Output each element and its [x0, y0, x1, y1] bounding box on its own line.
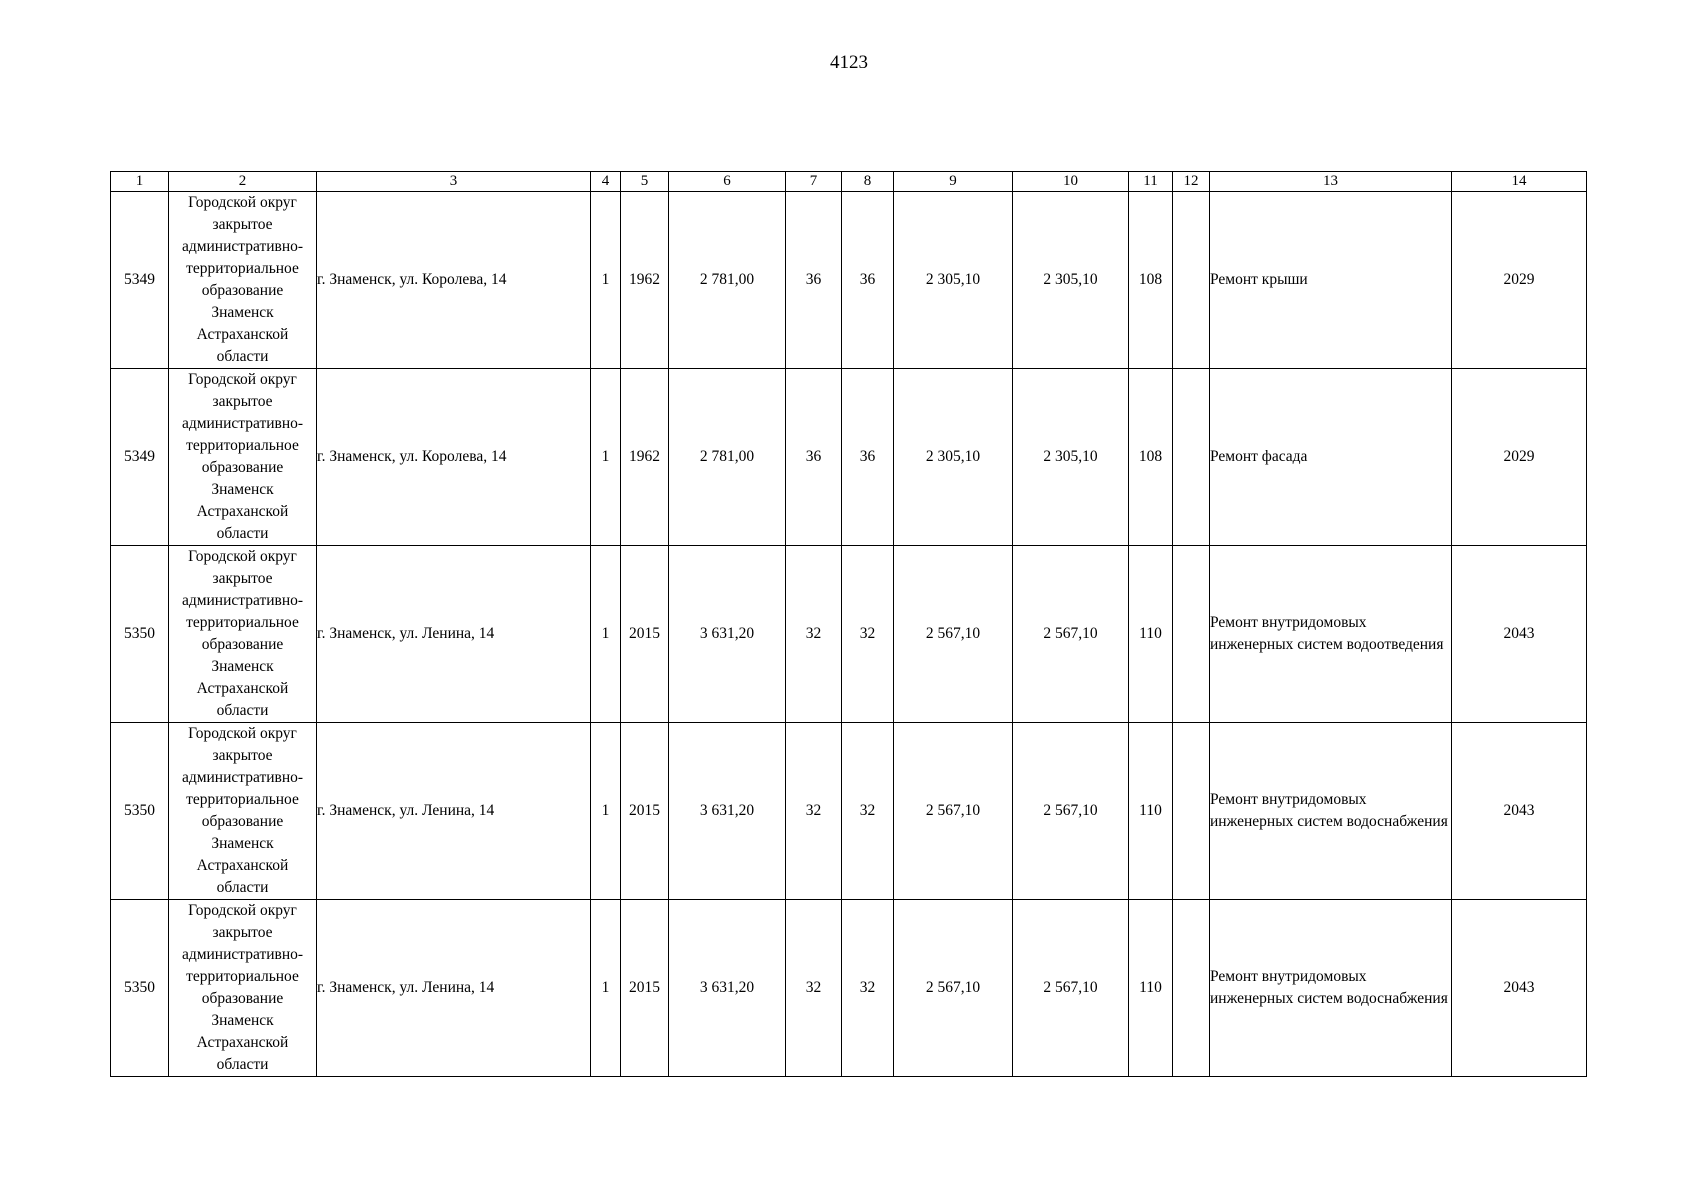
row-number-cell: 5350 [111, 546, 169, 723]
col10-cell: 2 567,10 [1013, 723, 1129, 900]
plan-year-cell: 2029 [1452, 192, 1587, 369]
col8-cell: 36 [842, 192, 894, 369]
col11-cell: 110 [1129, 900, 1173, 1077]
table-row [111, 723, 1587, 900]
column-header: 14 [1452, 172, 1587, 192]
municipality-cell: Городской округ закрытое административно-территориальное образование Знаменск Астраханской области [169, 900, 317, 1077]
year-cell: 1962 [621, 192, 669, 369]
column-header: 11 [1129, 172, 1173, 192]
column-header: 6 [669, 172, 786, 192]
page-number: 4123 [830, 52, 868, 73]
work-type-cell: Ремонт крыши [1210, 192, 1452, 369]
col10-cell: 2 305,10 [1013, 369, 1129, 546]
work-type-cell: Ремонт фасада [1210, 369, 1452, 546]
plan-year-cell: 2043 [1452, 723, 1587, 900]
col7-cell: 32 [786, 900, 842, 1077]
col7-cell: 32 [786, 546, 842, 723]
column-header: 9 [894, 172, 1013, 192]
repair-schedule-table [110, 171, 1587, 1077]
row-number-cell: 5350 [111, 900, 169, 1077]
column-header: 1 [111, 172, 169, 192]
area-cell: 2 781,00 [669, 369, 786, 546]
column-header: 13 [1210, 172, 1452, 192]
header-row [111, 172, 1587, 192]
col7-cell: 32 [786, 723, 842, 900]
year-cell: 2015 [621, 900, 669, 1077]
address-cell: г. Знаменск, ул. Королева, 14 [317, 192, 591, 369]
year-cell: 2015 [621, 723, 669, 900]
row-number-cell: 5349 [111, 192, 169, 369]
municipality-cell: Городской округ закрытое административно-территориальное образование Знаменск Астраханской области [169, 546, 317, 723]
work-type-cell: Ремонт внутридомовых инженерных систем водоснабжения [1210, 900, 1452, 1077]
municipality-cell: Городской округ закрытое административно-территориальное образование Знаменск Астраханской области [169, 369, 317, 546]
col4-cell: 1 [591, 723, 621, 900]
column-header: 10 [1013, 172, 1129, 192]
table-row [111, 546, 1587, 723]
area-cell: 2 781,00 [669, 192, 786, 369]
year-cell: 1962 [621, 369, 669, 546]
area-cell: 3 631,20 [669, 723, 786, 900]
col8-cell: 32 [842, 900, 894, 1077]
col10-cell: 2 567,10 [1013, 900, 1129, 1077]
col8-cell: 32 [842, 723, 894, 900]
address-cell: г. Знаменск, ул. Ленина, 14 [317, 900, 591, 1077]
municipality-cell: Городской округ закрытое административно-территориальное образование Знаменск Астраханской области [169, 723, 317, 900]
plan-year-cell: 2043 [1452, 546, 1587, 723]
col9-cell: 2 567,10 [894, 546, 1013, 723]
col11-cell: 110 [1129, 723, 1173, 900]
area-cell: 3 631,20 [669, 900, 786, 1077]
col9-cell: 2 567,10 [894, 900, 1013, 1077]
col9-cell: 2 305,10 [894, 192, 1013, 369]
municipality-cell: Городской округ закрытое административно-территориальное образование Знаменск Астраханской области [169, 192, 317, 369]
col9-cell: 2 305,10 [894, 369, 1013, 546]
plan-year-cell: 2043 [1452, 900, 1587, 1077]
col7-cell: 36 [786, 369, 842, 546]
table-row [111, 900, 1587, 1077]
plan-year-cell: 2029 [1452, 369, 1587, 546]
address-cell: г. Знаменск, ул. Королева, 14 [317, 369, 591, 546]
col12-cell [1173, 369, 1210, 546]
column-header: 2 [169, 172, 317, 192]
col10-cell: 2 567,10 [1013, 546, 1129, 723]
address-cell: г. Знаменск, ул. Ленина, 14 [317, 723, 591, 900]
table-row [111, 192, 1587, 369]
table-row [111, 369, 1587, 546]
col8-cell: 32 [842, 546, 894, 723]
column-header: 12 [1173, 172, 1210, 192]
column-header: 4 [591, 172, 621, 192]
year-cell: 2015 [621, 546, 669, 723]
col12-cell [1173, 546, 1210, 723]
column-header: 8 [842, 172, 894, 192]
row-number-cell: 5349 [111, 369, 169, 546]
col12-cell [1173, 900, 1210, 1077]
col4-cell: 1 [591, 900, 621, 1077]
column-header: 5 [621, 172, 669, 192]
col9-cell: 2 567,10 [894, 723, 1013, 900]
col12-cell [1173, 192, 1210, 369]
col11-cell: 108 [1129, 192, 1173, 369]
col11-cell: 110 [1129, 546, 1173, 723]
work-type-cell: Ремонт внутридомовых инженерных систем водоснабжения [1210, 723, 1452, 900]
work-type-cell: Ремонт внутридомовых инженерных систем водоотведения [1210, 546, 1452, 723]
col7-cell: 36 [786, 192, 842, 369]
column-header: 7 [786, 172, 842, 192]
col4-cell: 1 [591, 192, 621, 369]
row-number-cell: 5350 [111, 723, 169, 900]
col4-cell: 1 [591, 369, 621, 546]
col8-cell: 36 [842, 369, 894, 546]
col11-cell: 108 [1129, 369, 1173, 546]
area-cell: 3 631,20 [669, 546, 786, 723]
col12-cell [1173, 723, 1210, 900]
column-header: 3 [317, 172, 591, 192]
col10-cell: 2 305,10 [1013, 192, 1129, 369]
address-cell: г. Знаменск, ул. Ленина, 14 [317, 546, 591, 723]
col4-cell: 1 [591, 546, 621, 723]
